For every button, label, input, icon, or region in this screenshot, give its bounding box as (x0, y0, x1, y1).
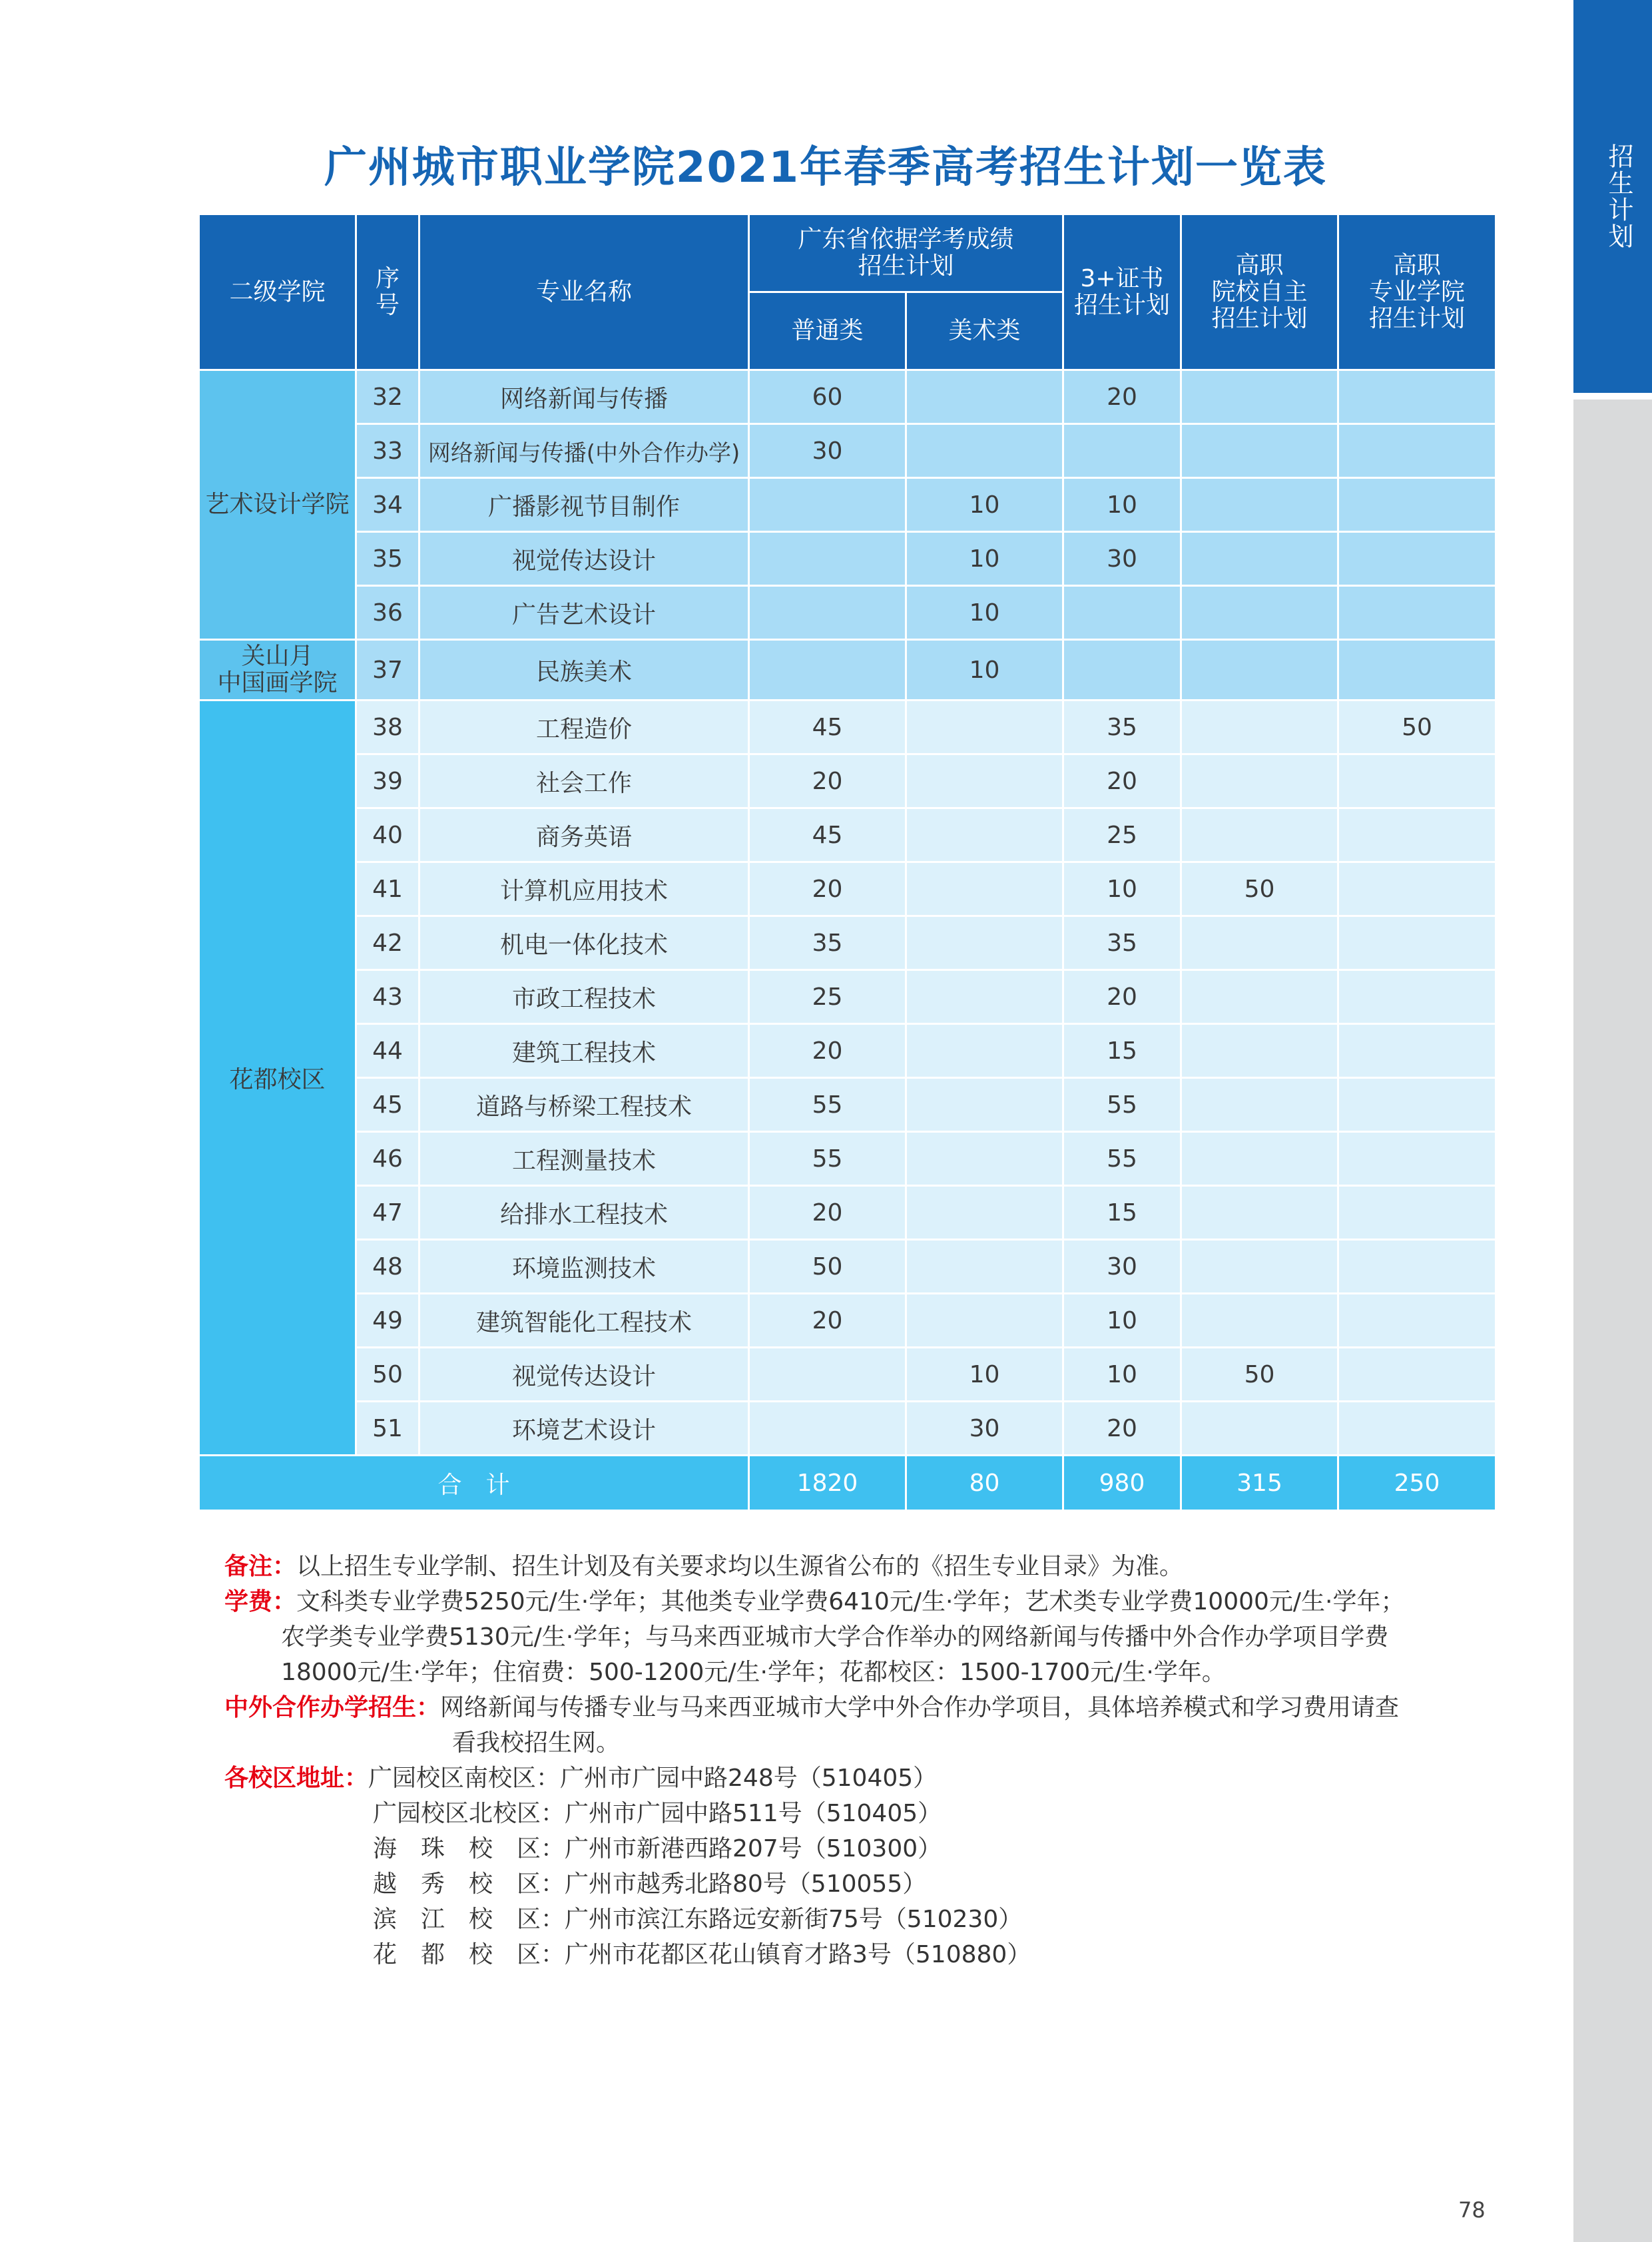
table-row (199, 1240, 1496, 1294)
cell-cert: 15 (1063, 1024, 1181, 1078)
cell-cert: 35 (1063, 701, 1181, 754)
remark-label: 备注： (224, 1553, 297, 1580)
cell-general: 55 (749, 1078, 906, 1132)
cell-pro (1338, 1186, 1496, 1240)
table-row (199, 1186, 1496, 1240)
total-cert: 980 (1063, 1456, 1181, 1511)
table-row (199, 1402, 1496, 1456)
cell-seq: 33 (356, 424, 419, 478)
table-row (199, 1024, 1496, 1078)
cell-cert: 30 (1063, 532, 1181, 586)
cell-major: 网络新闻与传播 (419, 370, 749, 424)
cell-general: 20 (749, 1294, 906, 1348)
cell-art: 10 (906, 478, 1063, 532)
cell-auto (1181, 424, 1338, 478)
cell-major: 工程造价 (419, 701, 749, 754)
cell-seq: 38 (356, 701, 419, 754)
table-row (199, 640, 1496, 701)
address-line: 广园校区北校区：广州市广园中路511号（510405） (373, 1800, 942, 1827)
cell-general (749, 1348, 906, 1402)
cell-major: 建筑智能化工程技术 (419, 1294, 749, 1348)
address-line: 花 都 校 区：广州市花都区花山镇育才路3号（510880） (373, 1941, 1031, 1968)
enrollment-plan-table (198, 213, 1497, 1512)
cell-art: 10 (906, 532, 1063, 586)
address-line: 滨 江 校 区：广州市滨江东路远安新街75号（510230） (373, 1906, 1023, 1933)
table-row (199, 1132, 1496, 1186)
cell-general (749, 1402, 906, 1456)
cell-general: 45 (749, 808, 906, 862)
cell-pro (1338, 916, 1496, 970)
cell-cert: 10 (1063, 1348, 1181, 1402)
cell-pro (1338, 808, 1496, 862)
side-margin-strip (1573, 400, 1652, 2242)
cell-art (906, 916, 1063, 970)
cell-general: 45 (749, 701, 906, 754)
total-pro: 250 (1338, 1456, 1496, 1511)
cell-cert: 15 (1063, 1186, 1181, 1240)
cell-cert: 20 (1063, 754, 1181, 808)
cell-pro: 50 (1338, 701, 1496, 754)
table-row (199, 862, 1496, 916)
coop-label: 中外合作办学招生： (224, 1694, 441, 1721)
cell-general (749, 478, 906, 532)
cell-art (906, 808, 1063, 862)
cell-general: 50 (749, 1240, 906, 1294)
cell-pro (1338, 1294, 1496, 1348)
cell-major: 计算机应用技术 (419, 862, 749, 916)
address-label: 各校区地址： (224, 1765, 369, 1792)
cell-cert: 35 (1063, 916, 1181, 970)
cell-cert: 30 (1063, 1240, 1181, 1294)
cell-pro (1338, 1078, 1496, 1132)
coop-line-2: 看我校招生网。 (452, 1729, 621, 1757)
cell-auto: 50 (1181, 862, 1338, 916)
cell-seq: 40 (356, 808, 419, 862)
cell-pro (1338, 1240, 1496, 1294)
cell-general (749, 586, 906, 640)
cell-cert: 10 (1063, 1294, 1181, 1348)
cell-seq: 45 (356, 1078, 419, 1132)
cell-major: 环境艺术设计 (419, 1402, 749, 1456)
cell-cert (1063, 640, 1181, 701)
cell-pro (1338, 754, 1496, 808)
total-label: 合 计 (199, 1456, 749, 1511)
cell-pro (1338, 640, 1496, 701)
cell-major: 民族美术 (419, 640, 749, 701)
cell-auto (1181, 754, 1338, 808)
cell-major: 社会工作 (419, 754, 749, 808)
cell-general: 20 (749, 862, 906, 916)
cell-auto (1181, 1294, 1338, 1348)
cell-seq: 44 (356, 1024, 419, 1078)
header-major: 专业名称 (419, 214, 749, 370)
header-art: 美术类 (906, 292, 1063, 370)
table-row (199, 701, 1496, 754)
cell-auto (1181, 970, 1338, 1024)
cell-cert: 10 (1063, 862, 1181, 916)
cell-major: 道路与桥梁工程技术 (419, 1078, 749, 1132)
header-general: 普通类 (749, 292, 906, 370)
cell-pro (1338, 1402, 1496, 1456)
total-art: 80 (906, 1456, 1063, 1511)
cell-art (906, 754, 1063, 808)
cell-art (906, 1024, 1063, 1078)
cell-major: 环境监测技术 (419, 1240, 749, 1294)
fee-label: 学费： (224, 1588, 297, 1615)
page-title: 广州城市职业学院2021年春季高考招生计划一览表 (324, 143, 1328, 192)
cell-auto (1181, 1402, 1338, 1456)
cell-auto (1181, 1186, 1338, 1240)
address-line: 越 秀 校 区：广州市越秀北路80号（510055） (373, 1870, 927, 1898)
cell-art (906, 1294, 1063, 1348)
header-cert: 3+证书 招生计划 (1063, 214, 1181, 370)
cell-cert: 25 (1063, 808, 1181, 862)
cell-seq: 43 (356, 970, 419, 1024)
header-seq: 序 号 (356, 214, 419, 370)
cell-cert: 20 (1063, 970, 1181, 1024)
cell-pro (1338, 424, 1496, 478)
table-row (199, 532, 1496, 586)
cell-seq: 39 (356, 754, 419, 808)
table-row (199, 1078, 1496, 1132)
cell-seq: 34 (356, 478, 419, 532)
college-guanshanyue: 关山月 中国画学院 (199, 640, 356, 701)
cell-pro (1338, 862, 1496, 916)
cell-art (906, 1078, 1063, 1132)
page-number: 78 (1458, 2197, 1486, 2223)
cell-auto (1181, 532, 1338, 586)
cell-pro (1338, 1348, 1496, 1402)
side-tab-label: 招生计划 (1604, 143, 1633, 250)
cell-major: 工程测量技术 (419, 1132, 749, 1186)
coop-line-1: 网络新闻与传播专业与马来西亚城市大学中外合作办学项目，具体培养模式和学习费用请查 (440, 1694, 1400, 1721)
fee-line-3: 18000元/生·学年；住宿费：500-1200元/生·学年；花都校区：1500-1700元/生·学年。 (281, 1659, 1226, 1686)
cell-auto (1181, 701, 1338, 754)
cell-major: 机电一体化技术 (419, 916, 749, 970)
cell-art (906, 370, 1063, 424)
remark-note (224, 1549, 1490, 1584)
total-general: 1820 (749, 1456, 906, 1511)
cell-auto (1181, 478, 1338, 532)
cell-general: 20 (749, 754, 906, 808)
notes-section (224, 1549, 1490, 1972)
cell-pro (1338, 1024, 1496, 1078)
cell-seq: 49 (356, 1294, 419, 1348)
cell-pro (1338, 970, 1496, 1024)
cell-seq: 37 (356, 640, 419, 701)
cell-auto (1181, 370, 1338, 424)
cell-major: 视觉传达设计 (419, 532, 749, 586)
table-row (199, 754, 1496, 808)
cell-auto (1181, 1024, 1338, 1078)
fee-line-2: 农学类专业学费5130元/生·学年；与马来西亚城市大学合作举办的网络新闻与传播中外合作办学项目学费 (281, 1623, 1389, 1651)
cell-cert: 55 (1063, 1132, 1181, 1186)
cell-art (906, 1240, 1063, 1294)
cell-seq: 50 (356, 1348, 419, 1402)
fee-note (224, 1584, 1490, 1619)
cell-seq: 35 (356, 532, 419, 586)
cell-general: 30 (749, 424, 906, 478)
header-college: 二级学院 (199, 214, 356, 370)
table-row (199, 808, 1496, 862)
cell-auto (1181, 1132, 1338, 1186)
cell-general (749, 532, 906, 586)
address-note (224, 1761, 1490, 1796)
cell-pro (1338, 532, 1496, 586)
cell-pro (1338, 478, 1496, 532)
cell-cert: 10 (1063, 478, 1181, 532)
coop-note (224, 1690, 1490, 1725)
cell-art (906, 1132, 1063, 1186)
cell-auto: 50 (1181, 1348, 1338, 1402)
cell-seq: 48 (356, 1240, 419, 1294)
cell-art: 30 (906, 1402, 1063, 1456)
cell-pro (1338, 370, 1496, 424)
cell-general: 35 (749, 916, 906, 970)
cell-art: 10 (906, 640, 1063, 701)
cell-cert: 20 (1063, 1402, 1181, 1456)
cell-general: 20 (749, 1024, 906, 1078)
cell-auto (1181, 916, 1338, 970)
cell-auto (1181, 1078, 1338, 1132)
cell-pro (1338, 1132, 1496, 1186)
cell-major: 市政工程技术 (419, 970, 749, 1024)
table-row (199, 370, 1496, 424)
total-auto: 315 (1181, 1456, 1338, 1511)
header-pro: 高职 专业学院 招生计划 (1338, 214, 1496, 370)
cell-art (906, 424, 1063, 478)
table-row (199, 970, 1496, 1024)
cell-general: 25 (749, 970, 906, 1024)
remark-text: 以上招生专业学制、招生计划及有关要求均以生源省公布的《招生专业目录》为准。 (296, 1553, 1184, 1580)
cell-major: 广播影视节目制作 (419, 478, 749, 532)
cell-general: 55 (749, 1132, 906, 1186)
cell-major: 广告艺术设计 (419, 586, 749, 640)
cell-art (906, 862, 1063, 916)
cell-major: 商务英语 (419, 808, 749, 862)
cell-cert (1063, 424, 1181, 478)
cell-seq: 36 (356, 586, 419, 640)
header-auto: 高职 院校自主 招生计划 (1181, 214, 1338, 370)
cell-cert (1063, 586, 1181, 640)
cell-major: 网络新闻与传播(中外合作办学) (419, 424, 749, 478)
cell-major: 视觉传达设计 (419, 1348, 749, 1402)
cell-general: 60 (749, 370, 906, 424)
total-row (199, 1456, 1496, 1511)
cell-seq: 32 (356, 370, 419, 424)
table-row (199, 1348, 1496, 1402)
cell-auto (1181, 1240, 1338, 1294)
cell-major: 建筑工程技术 (419, 1024, 749, 1078)
table-row (199, 424, 1496, 478)
cell-general: 20 (749, 1186, 906, 1240)
table-row (199, 916, 1496, 970)
cell-pro (1338, 586, 1496, 640)
cell-art (906, 1186, 1063, 1240)
cell-auto (1181, 808, 1338, 862)
cell-seq: 42 (356, 916, 419, 970)
cell-general (749, 640, 906, 701)
college-art-design: 艺术设计学院 (199, 370, 356, 640)
cell-seq: 47 (356, 1186, 419, 1240)
cell-seq: 46 (356, 1132, 419, 1186)
table-row (199, 586, 1496, 640)
cell-major: 给排水工程技术 (419, 1186, 749, 1240)
cell-cert: 20 (1063, 370, 1181, 424)
cell-seq: 51 (356, 1402, 419, 1456)
header-gd-group: 广东省依据学考成绩 招生计划 (749, 214, 1063, 292)
cell-art: 10 (906, 586, 1063, 640)
cell-art (906, 970, 1063, 1024)
table-row (199, 478, 1496, 532)
cell-auto (1181, 586, 1338, 640)
cell-seq: 41 (356, 862, 419, 916)
fee-line-1: 文科类专业学费5250元/生·学年；其他类专业学费6410元/生·学年；艺术类专业学费10000元/生·学年； (296, 1588, 1405, 1615)
college-huadu: 花都校区 (199, 701, 356, 1456)
cell-cert: 55 (1063, 1078, 1181, 1132)
cell-art (906, 701, 1063, 754)
cell-art: 10 (906, 1348, 1063, 1402)
cell-auto (1181, 640, 1338, 701)
table-row (199, 1294, 1496, 1348)
address-line: 海 珠 校 区：广州市新港西路207号（510300） (373, 1835, 942, 1862)
address-line: 广园校区南校区：广州市广园中路248号（510405） (368, 1765, 938, 1792)
